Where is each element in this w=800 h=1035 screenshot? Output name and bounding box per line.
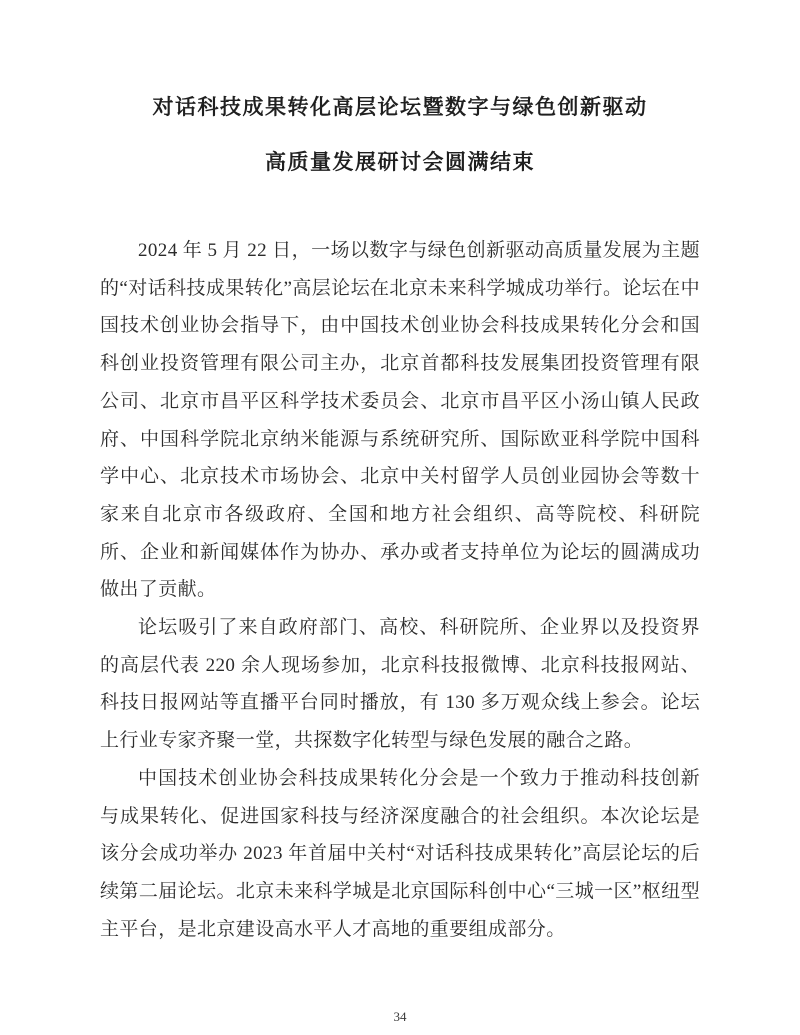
document-title	[0, 0, 800, 190]
document-body	[100, 232, 700, 948]
page-number: 34	[393, 1009, 407, 1024]
document-title-line-1: 对话科技成果转化高层论坛暨数字与绿色创新驱动	[152, 95, 648, 119]
paragraph-2: 论坛吸引了来自政府部门、高校、科研院所、企业界以及投资界的高层代表 220 余人现场参加，北京科技报微博、北京科技报网站、科技日报网站等直播平台同时播放，有 130 多万观众线上参会。论坛上行业专家齐聚一堂，共探数字化转型与绿色发展的融合之路。	[100, 617, 700, 752]
paragraph-1: 2024 年 5 月 22 日，一场以数字与绿色创新驱动高质量发展为主题的“对话科技成果转化”高层论坛在北京未来科学城成功举行。论坛在中国技术创业协会指导下，由中国技术创业协会科技成果转化分会和国科创业投资管理有限公司主办，北京首都科技发展集团投资管理有限公司、北京市昌平区科学技术委员会、北京市昌平区小汤山镇人民政府、中国科学院北京纳米能源与系统研究所、国际欧亚科学院中国科学中心、北京技术市场协会、北京中关村留学人员创业园协会等数十家来自北京市各级政府、全国和地方社会组织、高等院校、科研院所、企业和新闻媒体作为协办、承办或者支持单位为论坛的圆满成功做出了贡献。	[100, 240, 700, 601]
document-title-line-2: 高质量发展研讨会圆满结束	[265, 150, 535, 174]
paragraph-3: 中国技术创业协会科技成果转化分会是一个致力于推动科技创新与成果转化、促进国家科技与经济深度融合的社会组织。本次论坛是该分会成功举办 2023 年首届中关村“对话科技成果转化”高层论坛的后续第二届论坛。北京未来科学城是北京国际科创中心“三城一区”枢纽型主平台，是北京建设高水平人才高地的重要组成部分。	[100, 767, 700, 940]
